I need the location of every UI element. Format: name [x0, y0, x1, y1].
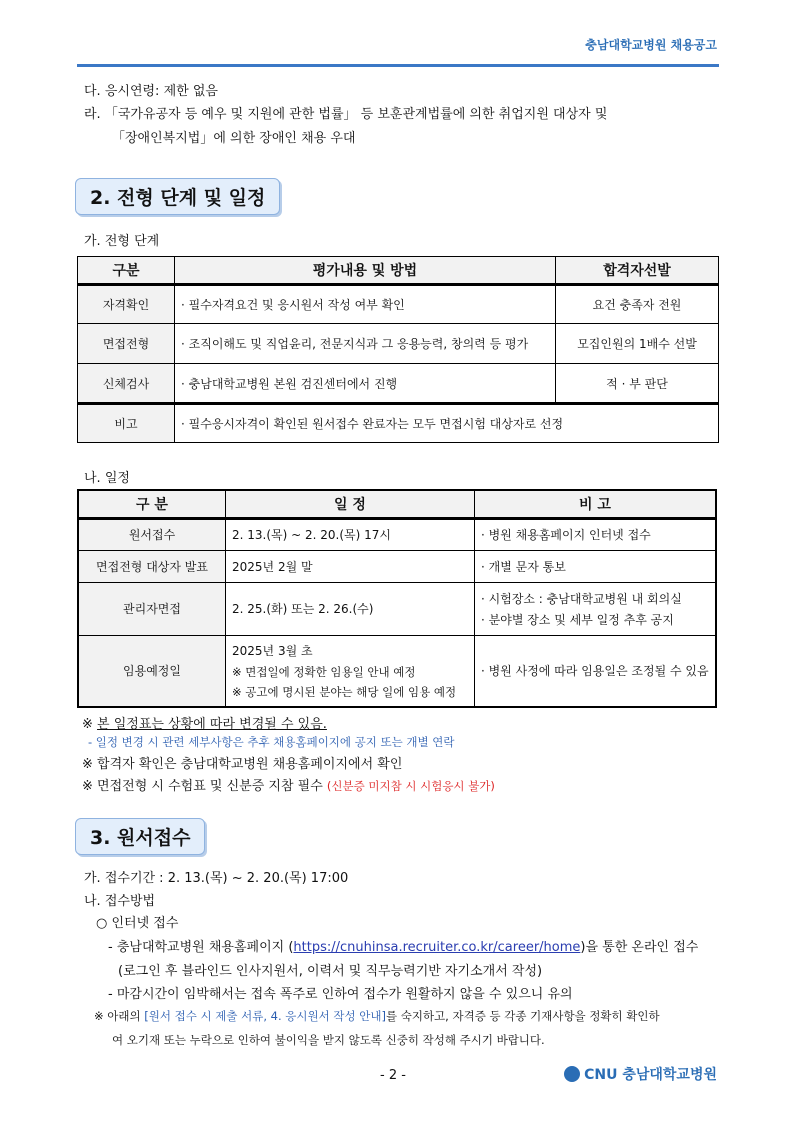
- row-content: · 충남대학교병원 본원 검진센터에서 진행: [175, 364, 556, 404]
- page-number: - 2 -: [380, 1068, 406, 1083]
- logo-icon: [564, 1066, 580, 1082]
- row-label: 자격확인: [78, 285, 175, 324]
- table-row: [78, 550, 716, 582]
- col-header: 평가내용 및 방법: [175, 257, 556, 285]
- row-date-note: ※ 면접일에 정확한 임용일 안내 예정: [232, 664, 416, 679]
- row-date: 2. 25.(화) 또는 2. 26.(수): [226, 582, 475, 635]
- login-instruction: (로그인 후 블라인드 인사지원서, 이력서 및 직무능력기반 자기소개서 작성): [118, 964, 543, 979]
- row-selection: 적 · 부 판단: [556, 364, 719, 404]
- stages-subtitle: 가. 전형 단계: [84, 234, 160, 249]
- text: ※ 아래의: [94, 1009, 145, 1023]
- note-result-check: ※ 합격자 확인은 충남대학교병원 채용홈페이지에서 확인: [82, 757, 403, 772]
- note-schedule-change: [82, 713, 327, 732]
- table-row: [78, 635, 716, 707]
- col-header: 일 정: [226, 490, 475, 518]
- note-warning: (신분증 미지참 시 시험응시 불가): [326, 779, 495, 793]
- row-date: 2025년 2월 말: [226, 550, 475, 582]
- intro-preference-cont: 「장애인복지법」에 의한 장애인 채용 우대: [112, 131, 356, 146]
- row-date: 2025년 3월 초: [232, 643, 313, 658]
- row-label: 비고: [78, 404, 175, 443]
- col-header: 구 분: [78, 490, 226, 518]
- row-note: · 병원 채용홈페이지 인터넷 접수: [475, 518, 717, 550]
- row-note: · 병원 사정에 따라 임용일은 조정될 수 있음: [475, 635, 717, 707]
- row-label: 원서접수: [78, 518, 226, 550]
- row-label: 면접전형: [78, 324, 175, 364]
- row-note: · 시험장소 : 충남대학교병원 내 회의실: [481, 591, 682, 606]
- section-3-title: 3. 원서접수: [75, 818, 205, 855]
- text: )을 통한 온라인 접수: [580, 940, 699, 955]
- row-content: · 조직이해도 및 직업윤리, 전문지식과 그 응용능력, 창의력 등 평가: [175, 324, 556, 364]
- row-date-cell: [226, 635, 475, 707]
- note-change-detail: - 일정 변경 시 관련 세부사항은 추후 채용홈페이지에 공지 또는 개별 연락: [88, 735, 455, 749]
- application-period: 가. 접수기간 : 2. 13.(목) ~ 2. 20.(목) 17:00: [84, 871, 349, 886]
- table-row: [78, 404, 719, 443]
- note-id-required: [82, 775, 495, 794]
- row-content: · 필수자격요건 및 응시원서 작성 여부 확인: [175, 285, 556, 324]
- row-label: 임용예정일: [78, 635, 226, 707]
- table-row: [78, 285, 719, 324]
- table-row: [78, 364, 719, 404]
- col-header: 합격자선발: [556, 257, 719, 285]
- deadline-warning: - 마감시간이 임박해서는 접속 폭주로 인하여 접수가 원활하지 않을 수 있으니 유의: [108, 987, 573, 1002]
- recruit-homepage-link[interactable]: https://cnuhinsa.recruiter.co.kr/career/home: [293, 940, 581, 955]
- table-row: [78, 518, 716, 550]
- logo-text: CNU 충남대학교병원: [584, 1067, 717, 1083]
- row-content: · 필수응시자격이 확인된 원서접수 완료자는 모두 면접시험 대상자로 선정: [175, 404, 719, 443]
- instruction-note: [94, 1008, 660, 1024]
- note-text: ※ 면접전형 시 수험표 및 신분증 지참 필수: [82, 779, 323, 794]
- header-rule: [77, 64, 719, 67]
- row-label: 관리자면접: [78, 582, 226, 635]
- hospital-logo: [564, 1064, 717, 1084]
- table-row: [78, 324, 719, 364]
- col-header: 구분: [78, 257, 175, 285]
- row-notes: [475, 582, 717, 635]
- schedule-table: [77, 489, 717, 708]
- stages-table: [77, 256, 719, 443]
- text: 를 숙지하고, 자격증 등 각종 기재사항을 정확히 확인하: [385, 1009, 660, 1023]
- row-note: · 분야별 장소 및 세부 일정 추후 공지: [481, 612, 674, 627]
- row-note: · 개별 문자 통보: [475, 550, 717, 582]
- reference-text: [원서 접수 시 제출 서류, 4. 응시원서 작성 안내]: [144, 1009, 386, 1023]
- table-row: [78, 582, 716, 635]
- row-date-note: ※ 공고에 명시된 분야는 해당 일에 임용 예정: [232, 684, 457, 699]
- homepage-line: [108, 936, 698, 955]
- intro-preference: 라. 「국가유공자 등 예우 및 지원에 관한 법률」 등 보훈관계법률에 의한 취업지원 대상자 및: [84, 107, 608, 122]
- application-method: 나. 접수방법: [84, 894, 156, 909]
- header-title: 충남대학교병원 채용공고: [585, 38, 717, 52]
- row-selection: 모집인원의 1배수 선발: [556, 324, 719, 364]
- note-mark: ※: [82, 717, 93, 732]
- internet-application: ○ 인터넷 접수: [96, 916, 179, 931]
- schedule-subtitle: 나. 일정: [84, 471, 130, 486]
- section-2-title: 2. 전형 단계 및 일정: [75, 178, 280, 215]
- instruction-note-cont: 여 오기재 또는 누락으로 인하여 불이익을 받지 않도록 신중히 작성해 주시기 바랍니다.: [112, 1033, 545, 1047]
- row-selection: 요건 충족자 전원: [556, 285, 719, 324]
- note-text: 본 일정표는 상황에 따라 변경될 수 있음.: [97, 717, 327, 732]
- row-label: 면접전형 대상자 발표: [78, 550, 226, 582]
- row-date: 2. 13.(목) ~ 2. 20.(목) 17시: [226, 518, 475, 550]
- text: - 충남대학교병원 채용홈페이지 (: [108, 940, 294, 955]
- row-label: 신체검사: [78, 364, 175, 404]
- col-header: 비 고: [475, 490, 717, 518]
- intro-age: 다. 응시연령: 제한 없음: [84, 84, 218, 99]
